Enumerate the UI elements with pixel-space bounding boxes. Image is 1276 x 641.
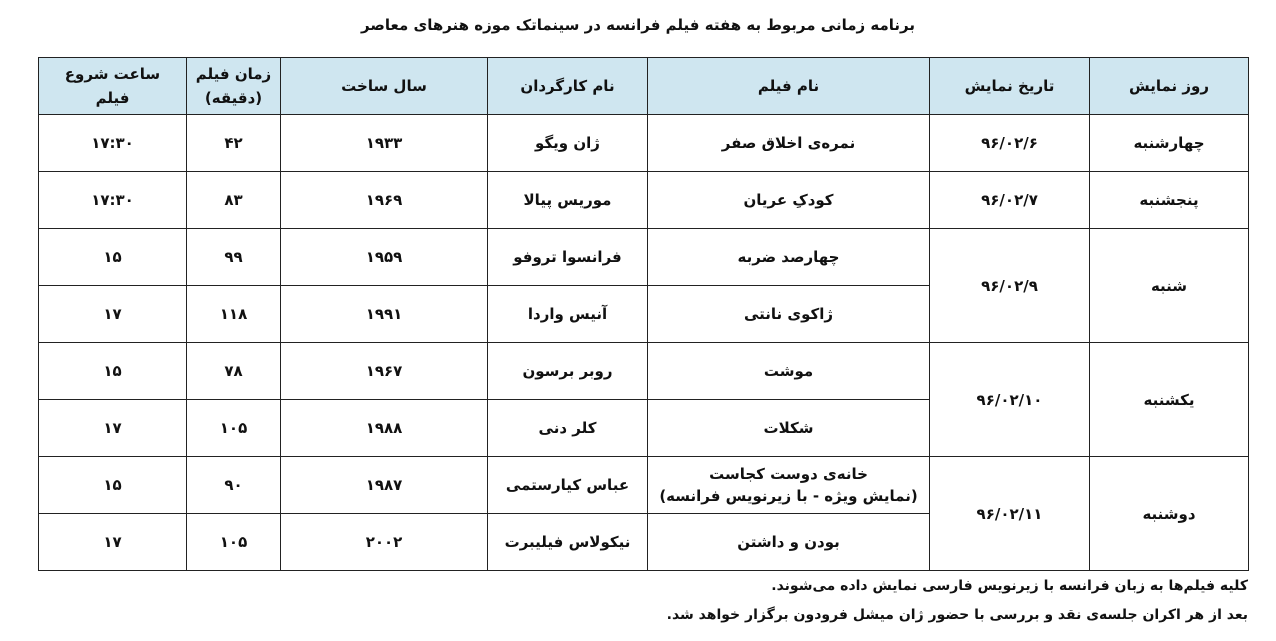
- table-row: [39, 343, 1249, 400]
- day-cell: چهارشنبه: [1090, 115, 1249, 172]
- year-cell: ۱۹۶۹: [281, 172, 488, 229]
- duration-cell: ۸۳: [187, 172, 281, 229]
- header-duration: [187, 58, 281, 115]
- duration-cell: ۷۸: [187, 343, 281, 400]
- day-cell: دوشنبه: [1090, 457, 1249, 571]
- start-cell: ۱۷: [39, 286, 187, 343]
- film-title: خانه‌ی دوست کجاست: [709, 465, 868, 483]
- film-cell: بودن و داشتن: [648, 514, 930, 571]
- duration-cell: ۱۰۵: [187, 514, 281, 571]
- director-cell: کلر دنی: [488, 400, 648, 457]
- table-row: [39, 229, 1249, 286]
- film-note: (نمایش ویژه - با زیرنویس فرانسه): [659, 487, 918, 505]
- header-start: ساعت شروع فیلم: [39, 58, 187, 115]
- header-date: تاریخ نمایش: [930, 58, 1090, 115]
- footnote-line: بعد از هر اکران جلسه‌ی نقد و بررسی با حضور ژان میشل فرودون برگزار خواهد شد.: [666, 607, 1248, 623]
- start-cell: ۱۵: [39, 229, 187, 286]
- duration-cell: ۱۱۸: [187, 286, 281, 343]
- start-cell: ۱۵: [39, 457, 187, 514]
- film-cell: [648, 457, 930, 514]
- date-cell: ۹۶/۰۲/۷: [930, 172, 1090, 229]
- start-cell: ۱۷:۳۰: [39, 172, 187, 229]
- director-cell: عباس کیارستمی: [488, 457, 648, 514]
- header-director: نام کارگردان: [488, 58, 648, 115]
- director-cell: فرانسوا تروفو: [488, 229, 648, 286]
- date-cell: ۹۶/۰۲/۱۰: [930, 343, 1090, 457]
- footnotes: [8, 572, 1248, 630]
- director-cell: نیکولاس فیلیبرت: [488, 514, 648, 571]
- year-cell: ۱۹۹۱: [281, 286, 488, 343]
- year-cell: ۲۰۰۲: [281, 514, 488, 571]
- table-row: [39, 172, 1249, 229]
- table-row: [39, 457, 1249, 514]
- duration-cell: ۹۰: [187, 457, 281, 514]
- start-cell: ۱۷: [39, 514, 187, 571]
- date-cell: ۹۶/۰۲/۹: [930, 229, 1090, 343]
- film-cell: کودکِ عریان: [648, 172, 930, 229]
- header-day: روز نمایش: [1090, 58, 1249, 115]
- start-cell: ۱۷:۳۰: [39, 115, 187, 172]
- film-cell: ژاکوی نانتی: [648, 286, 930, 343]
- director-cell: روبر برسون: [488, 343, 648, 400]
- header-duration-label: زمان فیلم: [195, 65, 272, 83]
- director-cell: موریس پیالا: [488, 172, 648, 229]
- year-cell: ۱۹۸۷: [281, 457, 488, 514]
- footnote-line: کلیه فیلم‌ها به زبان فرانسه با زیرنویس فارسی نمایش داده می‌شوند.: [771, 578, 1248, 594]
- header-row: [39, 58, 1249, 115]
- film-cell: موشت: [648, 343, 930, 400]
- film-cell: نمره‌ی اخلاق صفر: [648, 115, 930, 172]
- date-cell: ۹۶/۰۲/۶: [930, 115, 1090, 172]
- day-cell: پنجشنبه: [1090, 172, 1249, 229]
- duration-cell: ۹۹: [187, 229, 281, 286]
- film-cell: چهارصد ضربه: [648, 229, 930, 286]
- page-title: برنامه زمانی مربوط به هفته فیلم فرانسه در سینماتک موزه هنرهای معاصر: [361, 16, 915, 34]
- duration-cell: ۴۲: [187, 115, 281, 172]
- year-cell: ۱۹۵۹: [281, 229, 488, 286]
- year-cell: ۱۹۸۸: [281, 400, 488, 457]
- film-cell: شکلات: [648, 400, 930, 457]
- table-row: [39, 115, 1249, 172]
- header-film: نام فیلم: [648, 58, 930, 115]
- year-cell: ۱۹۳۳: [281, 115, 488, 172]
- duration-cell: ۱۰۵: [187, 400, 281, 457]
- day-cell: یکشنبه: [1090, 343, 1249, 457]
- start-cell: ۱۷: [39, 400, 187, 457]
- date-cell: ۹۶/۰۲/۱۱: [930, 457, 1090, 571]
- header-duration-unit: (دقیقه): [204, 89, 263, 107]
- start-cell: ۱۵: [39, 343, 187, 400]
- schedule-table: [38, 57, 1249, 571]
- year-cell: ۱۹۶۷: [281, 343, 488, 400]
- header-year: سال ساخت: [281, 58, 488, 115]
- director-cell: آنیس واردا: [488, 286, 648, 343]
- day-cell: شنبه: [1090, 229, 1249, 343]
- director-cell: ژان ویگو: [488, 115, 648, 172]
